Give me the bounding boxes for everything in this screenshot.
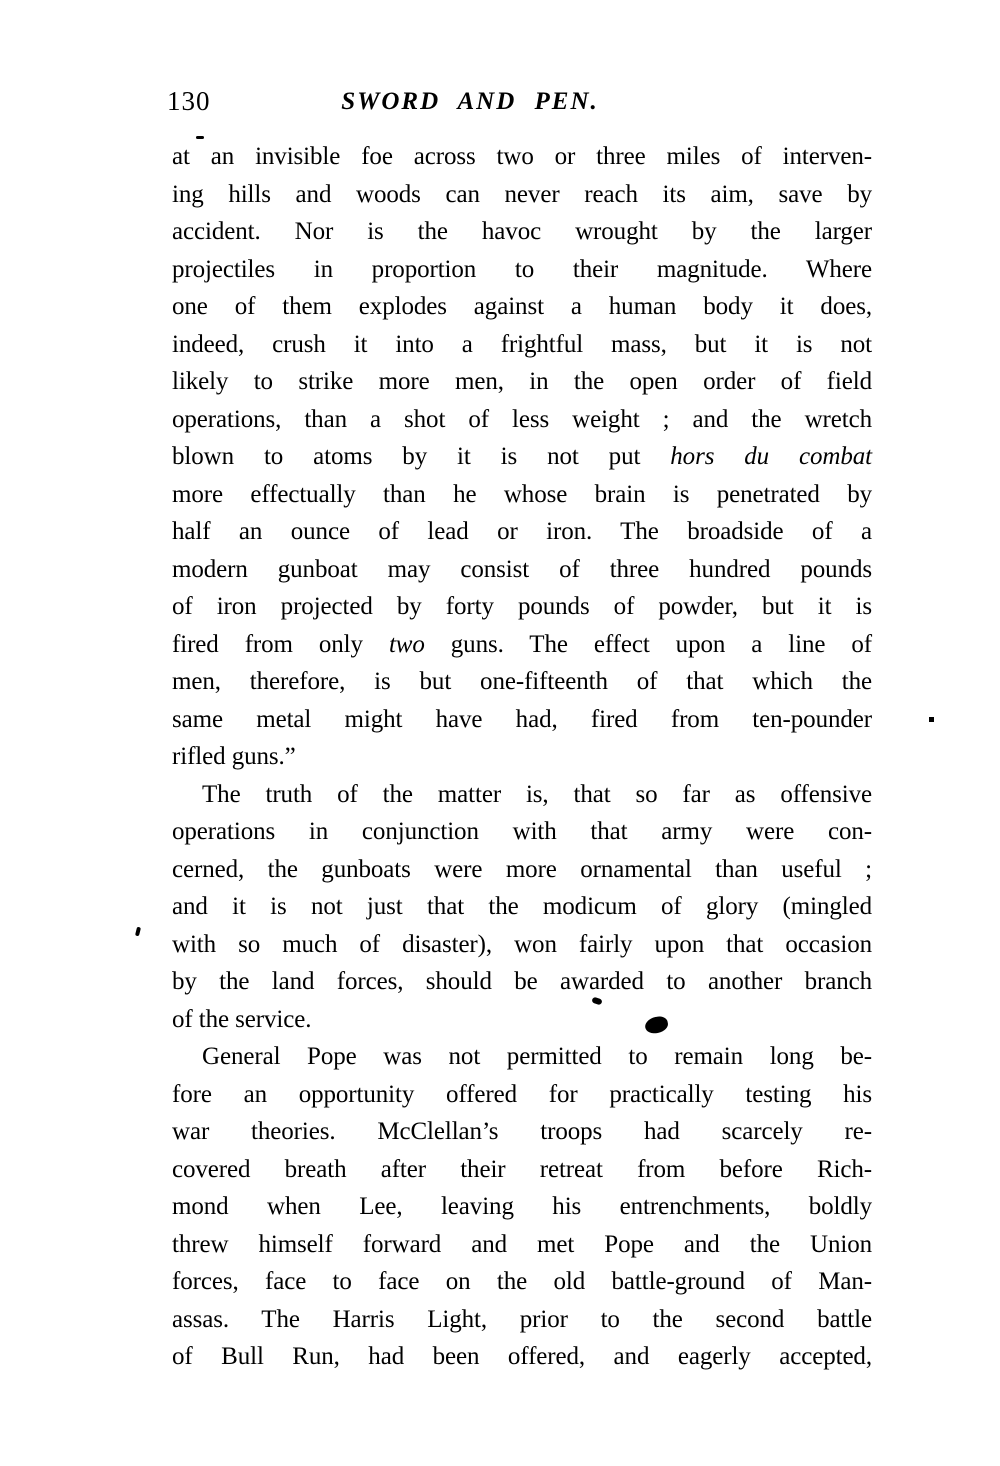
text-segment: blown to atoms by it is not put [172,443,671,470]
text-line: of Bull Run, had been offered, and eagerly accepted, [172,1343,872,1370]
text-line: threw himself forward and met Pope and the Union [172,1230,872,1258]
running-title: SWORD AND PEN. [341,88,599,115]
ink-speck [929,717,934,722]
text-line: by the land forces, should be awarded to another branch [172,968,872,995]
text-line: half an ounce of lead or iron. The broadside of a [172,518,872,545]
text-line: forces, face to face on the old battle-ground of Man- [172,1268,872,1295]
italic-phrase: two [388,630,425,658]
text-line: more effectually than he whose brain is penetrated by [172,480,872,508]
text-line [172,438,872,476]
text-line: ing hills and woods can never reach its aim, save by [172,180,872,208]
text-line: likely to strike more men, in the open order of field [172,368,872,395]
ink-speck [135,927,141,937]
text-line: and it is not just that the modicum of glory (mingled [172,893,872,920]
text-segment: guns. The effect upon a line of [424,630,872,658]
text-line: men, therefore, is but one-fifteenth of that which the [172,668,872,695]
ink-speck [196,136,204,139]
text-line: at an invisible foe across two or three miles of interven- [172,143,872,170]
text-line: The truth of the matter is, that so far as offensive [202,780,872,808]
text-line: assas. The Harris Light, prior to the second battle [172,1305,872,1333]
text-line: accident. Nor is the havoc wrought by the larger [172,218,872,245]
text-line: of iron projected by forty pounds of powder, but it is [172,593,872,620]
text-line: war theories. McClellan’s troops had scarcely re- [172,1118,872,1145]
text-line: General Pope was not permitted to remain long be- [202,1043,872,1070]
page-header [0,86,1000,120]
text-line: fore an opportunity offered for practically testing his [172,1080,872,1108]
page-number: 130 [167,86,211,116]
text-line: mond when Lee, leaving his entrenchments, boldly [172,1193,872,1220]
text-line: operations, than a shot of less weight ; and the wretch [172,405,872,433]
text-segment: fired from only [172,630,389,658]
text-line: one of them explodes against a human body it does, [172,293,872,320]
text-line: indeed, crush it into a frightful mass, but it is not [172,330,872,358]
text-line: projectiles in proportion to their magnitude. Where [172,255,872,283]
text-line: operations in conjunction with that army were con- [172,818,872,845]
text-line: with so much of disaster), won fairly upon that occasion [172,930,872,958]
text-line [172,626,872,664]
italic-phrase: hors du combat [670,443,873,470]
text-line: of the service. [172,1005,312,1033]
text-line: same metal might have had, fired from ten-pounder [172,705,872,733]
text-line: cerned, the gunboats were more ornamental than useful ; [172,855,872,883]
text-line: covered breath after their retreat from before Rich- [172,1155,872,1183]
text-line: rifled guns.” [172,743,296,770]
page-text [172,138,872,1376]
text-line: modern gunboat may consist of three hundred pounds [172,555,872,583]
